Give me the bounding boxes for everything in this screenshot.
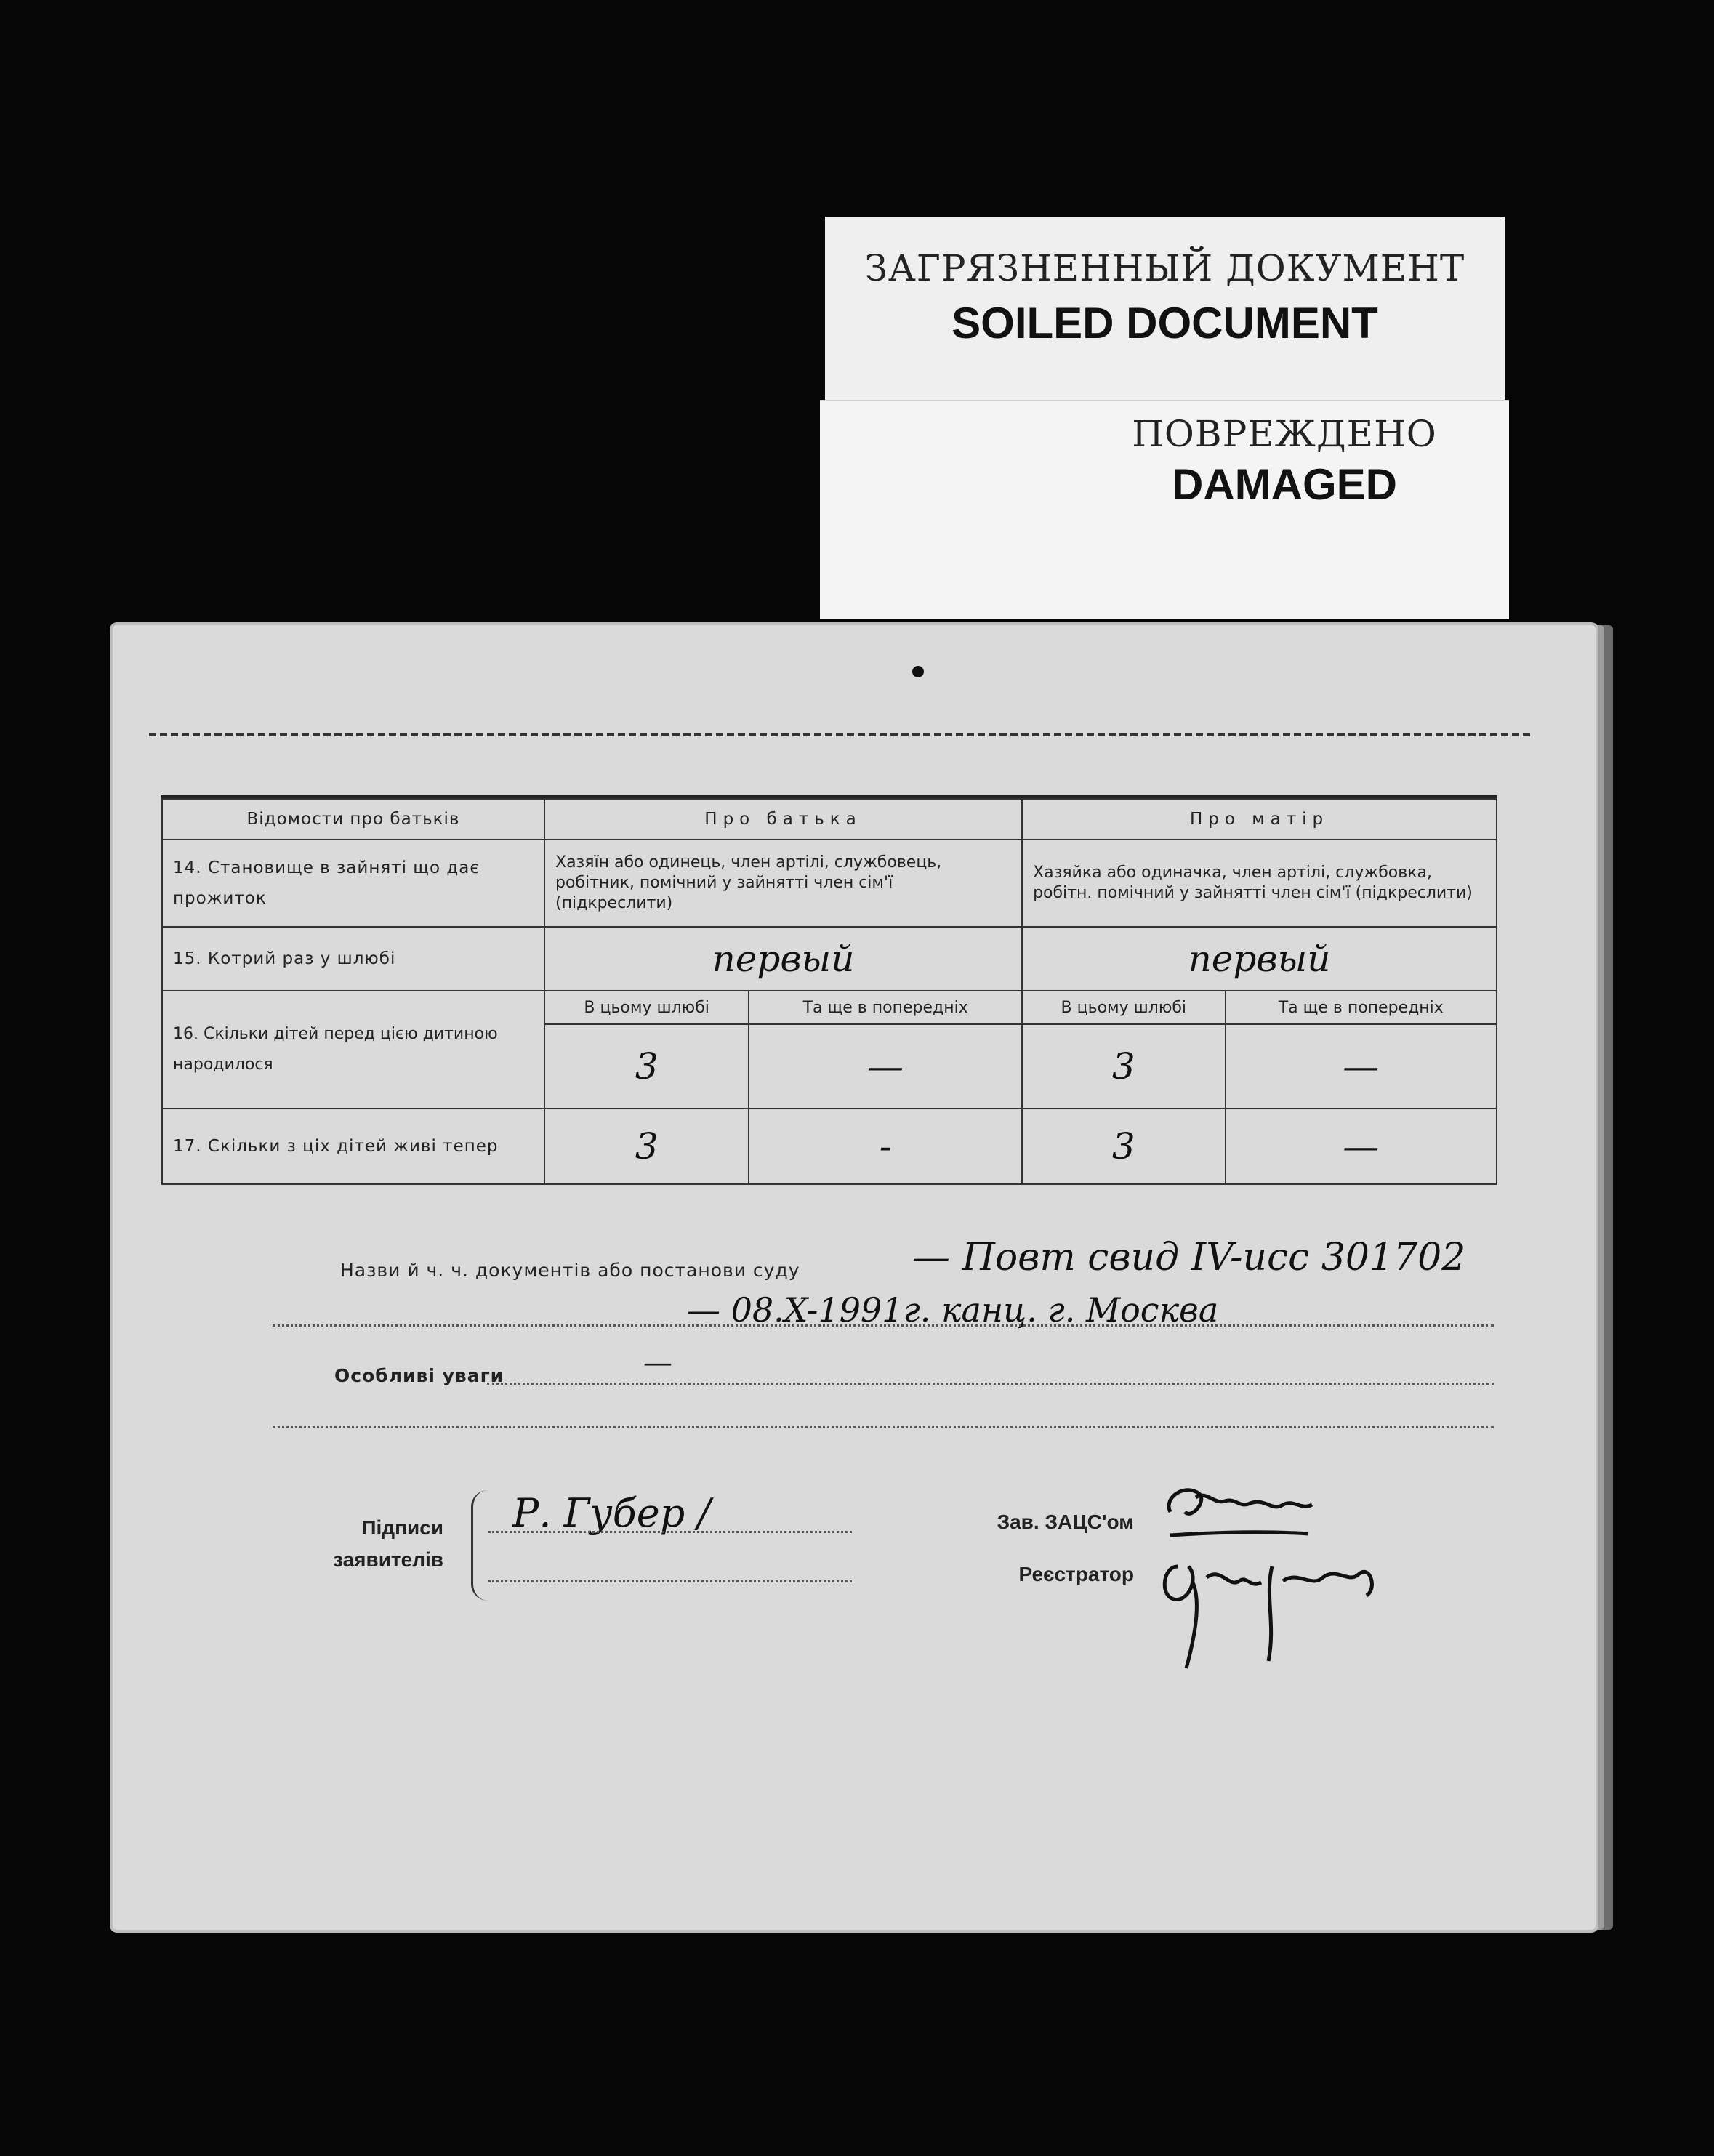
subhead-mother-this: В цьому шлюбі <box>1022 991 1225 1024</box>
applicants-signature-label: Підписи заявителів <box>333 1516 443 1571</box>
row-16-mother-this: 3 <box>1022 1024 1225 1109</box>
header-mother: Про матір <box>1022 799 1497 840</box>
row-17-father-this: 3 <box>544 1109 749 1184</box>
row-17 <box>162 1109 1497 1184</box>
row-14-father-options: Хазяїн або одинець, член артілі, службовець, робітник, помічний у зайнятті член сім'ї (підкреслити) <box>544 840 1022 927</box>
documents-value-line1: — Повт свид IV-исс 301702 <box>912 1236 1466 1279</box>
row-17-mother-this: 3 <box>1022 1109 1225 1184</box>
tear-line <box>149 733 1530 736</box>
header-father: Про батька <box>544 799 1022 840</box>
row-15-mother-value: первый <box>1022 927 1497 991</box>
soiled-label-en: SOILED DOCUMENT <box>951 299 1378 347</box>
row-17-label: 17. Скільки з ціх дітей живі тепер <box>162 1109 544 1184</box>
documents-value-line2: — 08.X-1991г. канц. г. Москва <box>687 1290 1219 1330</box>
parents-info-table <box>161 798 1497 1185</box>
registrar-signature <box>1148 1537 1410 1683</box>
header-parents-info: Відомости про батьків <box>162 799 544 840</box>
row-16-mother-prev: — <box>1226 1024 1497 1109</box>
damaged-label-ru: ПОВРЕЖДЕНО <box>1132 413 1437 455</box>
row-14-mother-options: Хазяйка або одиначка, член артілі, службовка, робітн. помічний у зайнятті член сім'ї (підкреслити) <box>1022 840 1497 927</box>
row-16-subheader <box>162 991 1497 1024</box>
registrar-label: Реєстратор <box>1018 1563 1134 1585</box>
notes-label: Особливі уваги <box>334 1365 504 1386</box>
notes-dots <box>487 1383 1494 1385</box>
damaged-label <box>820 400 1509 619</box>
head-label: Зав. ЗАЦС'ом <box>997 1511 1134 1533</box>
subhead-mother-prev: Та ще в попередніх <box>1226 991 1497 1024</box>
notes-underline <box>273 1426 1494 1428</box>
documents-underline <box>273 1324 1494 1327</box>
row-15 <box>162 927 1497 991</box>
row-16-label: 16. Скільки дітей перед цією дитиною народилося <box>162 991 544 1109</box>
soiled-document-label <box>825 217 1505 413</box>
notes-value: — <box>643 1346 672 1380</box>
soiled-label-ru: ЗАГРЯЗНЕННЫЙ ДОКУМЕНТ <box>864 247 1465 289</box>
punch-hole <box>912 666 924 677</box>
row-16-father-prev: — <box>749 1024 1022 1109</box>
subhead-father-this: В цьому шлюбі <box>544 991 749 1024</box>
row-14 <box>162 840 1497 927</box>
row-15-label: 15. Котрий раз у шлюбі <box>162 927 544 991</box>
row-14-label: 14. Становище в зайняті що дає прожиток <box>162 840 544 927</box>
row-17-father-prev: - <box>749 1109 1022 1184</box>
applicant-signature: Р. Губер / <box>512 1490 711 1536</box>
applicant-signature-line-1 <box>488 1531 852 1533</box>
damaged-label-en: DAMAGED <box>1172 460 1397 509</box>
signature-brace <box>471 1490 488 1601</box>
row-15-father-value: первый <box>544 927 1022 991</box>
documents-label: Назви й ч. ч. документів або постанови суду <box>340 1260 800 1281</box>
row-17-mother-prev: — <box>1226 1109 1497 1184</box>
subhead-father-prev: Та ще в попередніх <box>749 991 1022 1024</box>
head-signature <box>1156 1468 1345 1548</box>
table-header-row <box>162 799 1497 840</box>
applicant-signature-line-2 <box>488 1580 852 1582</box>
row-16-father-this: 3 <box>544 1024 749 1109</box>
